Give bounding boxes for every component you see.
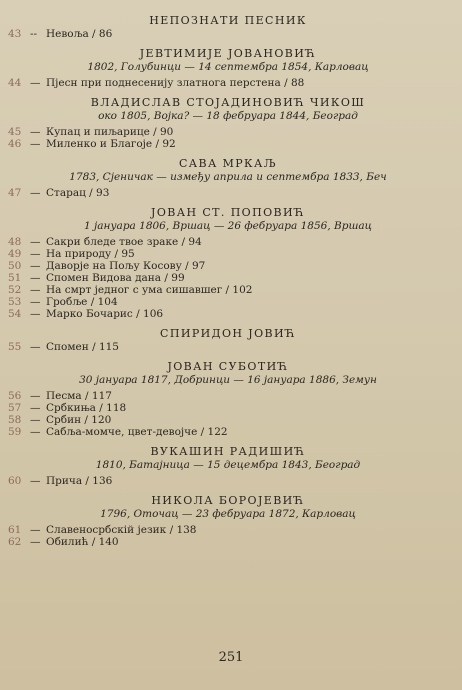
author-section — [8, 494, 448, 548]
list-item — [8, 187, 448, 199]
entry-number: 45 — [8, 126, 22, 138]
list-item — [8, 341, 448, 353]
author-name: ЈЕВТИМИЈЕ ЈОВАНОВИЋ — [139, 47, 317, 60]
author-section — [8, 47, 448, 89]
list-item — [8, 475, 448, 487]
entry-dash: — — [30, 426, 41, 438]
entry-number: 59 — [8, 426, 22, 438]
entry-number: 44 — [8, 77, 22, 89]
entry-number: 43 — [8, 28, 22, 40]
author-name: ВУКАШИН РАДИШИЋ — [150, 445, 306, 458]
list-item — [8, 414, 448, 426]
list-item — [8, 77, 448, 89]
author-section — [8, 206, 448, 320]
poem-list — [8, 475, 448, 487]
poem-list — [8, 390, 448, 438]
poem-list — [8, 126, 448, 150]
author-name: ВЛАДИСЛАВ СТОЈАДИНОВИЋ ЧИКОШ — [90, 96, 366, 109]
list-item — [8, 28, 448, 40]
entry-dash: — — [30, 475, 41, 487]
author-section — [8, 96, 448, 150]
author-dates: 1810, Батајница — 15 децембра 1843, Београд — [95, 459, 361, 471]
entry-number: 57 — [8, 402, 22, 414]
entry-number: 56 — [8, 390, 22, 402]
entry-dash: — — [30, 248, 41, 260]
entry-number: 48 — [8, 236, 22, 248]
entry-number: 58 — [8, 414, 22, 426]
entry-dash: — — [30, 187, 41, 199]
entry-dash: — — [30, 308, 41, 320]
list-item — [8, 524, 448, 536]
entry-number: 61 — [8, 524, 22, 536]
entry-dash: — — [30, 296, 41, 308]
poem-title: Купац и пиљарице / 90 — [46, 126, 174, 138]
list-item — [8, 260, 448, 272]
author-dates: 1796, Оточац — 23 фебруара 1872, Карловац — [100, 508, 356, 520]
poem-title: Пјесн при поднесенију златнога перстена / 88 — [46, 77, 305, 89]
list-item — [8, 308, 448, 320]
entry-dash: — — [30, 524, 41, 536]
entry-number: 54 — [8, 308, 22, 320]
list-item — [8, 236, 448, 248]
list-item — [8, 390, 448, 402]
entry-number: 51 — [8, 272, 22, 284]
entry-dash: — — [30, 260, 41, 272]
entry-dash: — — [30, 341, 41, 353]
list-item — [8, 272, 448, 284]
poem-title: Песма / 117 — [46, 390, 112, 402]
poem-title: Невоља / 86 — [46, 28, 113, 40]
entry-dash: — — [30, 272, 41, 284]
entry-number: 46 — [8, 138, 22, 150]
list-item — [8, 296, 448, 308]
list-item — [8, 426, 448, 438]
list-item — [8, 402, 448, 414]
poem-title: На природу / 95 — [46, 248, 135, 260]
author-section — [8, 14, 448, 40]
author-name: ЈОВАН СУБОТИЋ — [167, 360, 289, 373]
entry-dash: — — [30, 390, 41, 402]
contents-list — [8, 14, 448, 548]
author-dates: 1802, Голубинци — 14 септембра 1854, Карловац — [87, 61, 369, 73]
entry-dash: — — [30, 77, 41, 89]
entry-dash: — — [30, 126, 41, 138]
poem-title: Миленко и Благоје / 92 — [46, 138, 176, 150]
author-name: НЕПОЗНАТИ ПЕСНИК — [149, 14, 307, 27]
poem-title: Србин / 120 — [46, 414, 112, 426]
poem-title: Прича / 136 — [46, 475, 113, 487]
author-name: САВА МРКАЉ — [178, 157, 278, 170]
list-item — [8, 536, 448, 548]
author-name: ЈОВАН СТ. ПОПОВИЋ — [151, 206, 305, 219]
author-name: СПИРИДОН ЈОВИЋ — [160, 327, 296, 340]
entry-number: 55 — [8, 341, 22, 353]
entry-dash: — — [30, 402, 41, 414]
author-section — [8, 327, 448, 353]
poem-list — [8, 341, 448, 353]
entry-dash: — — [30, 536, 41, 548]
author-section — [8, 360, 448, 438]
author-dates: 30 јануара 1817, Добринци — 16 јануара 1886, Земун — [79, 374, 377, 386]
poem-title: Сакри бледе твое зраке / 94 — [46, 236, 202, 248]
author-dates: око 1805, Војка? — 18 фебруара 1844, Београд — [98, 110, 358, 122]
entry-number: 53 — [8, 296, 22, 308]
author-dates: 1 јануара 1806, Вршац — 26 фебруара 1856, Вршац — [84, 220, 372, 232]
poem-title: Сабља-момче, цвет-девојче / 122 — [46, 426, 228, 438]
poem-title: Славеносрбскій језик / 138 — [46, 524, 197, 536]
poem-title: Србкиња / 118 — [46, 402, 127, 414]
list-item — [8, 126, 448, 138]
author-section — [8, 157, 448, 199]
poem-title: Старац / 93 — [46, 187, 110, 199]
entry-number: 52 — [8, 284, 22, 296]
author-name: НИКОЛА БОРОЈЕВИЋ — [151, 494, 305, 507]
author-section — [8, 445, 448, 487]
entry-number: 49 — [8, 248, 22, 260]
entry-number: 47 — [8, 187, 22, 199]
author-dates: 1783, Сјеничак — између априла и септембра 1833, Беч — [69, 171, 387, 183]
poem-title: На смрт једног с ума сишавшег / 102 — [46, 284, 253, 296]
poem-list — [8, 187, 448, 199]
poem-title: Даворје на Пољу Косову / 97 — [46, 260, 206, 272]
poem-title: Спомен Видова дана / 99 — [46, 272, 185, 284]
entry-dash: — — [30, 138, 41, 150]
poem-list — [8, 236, 448, 320]
poem-title: Обилић / 140 — [46, 536, 119, 548]
entry-number: 60 — [8, 475, 22, 487]
poem-list — [8, 524, 448, 548]
poem-title: Гробље / 104 — [46, 296, 118, 308]
entry-number: 50 — [8, 260, 22, 272]
list-item — [8, 284, 448, 296]
poem-title: Марко Бочарис / 106 — [46, 308, 164, 320]
page-number: 251 — [218, 650, 244, 665]
poem-title: Спомен / 115 — [46, 341, 119, 353]
entry-dash: -- — [30, 28, 38, 40]
poem-list — [8, 28, 448, 40]
list-item — [8, 248, 448, 260]
entry-dash: — — [30, 414, 41, 426]
poem-list — [8, 77, 448, 89]
entry-dash: — — [30, 284, 41, 296]
entry-dash: — — [30, 236, 41, 248]
list-item — [8, 138, 448, 150]
entry-number: 62 — [8, 536, 22, 548]
